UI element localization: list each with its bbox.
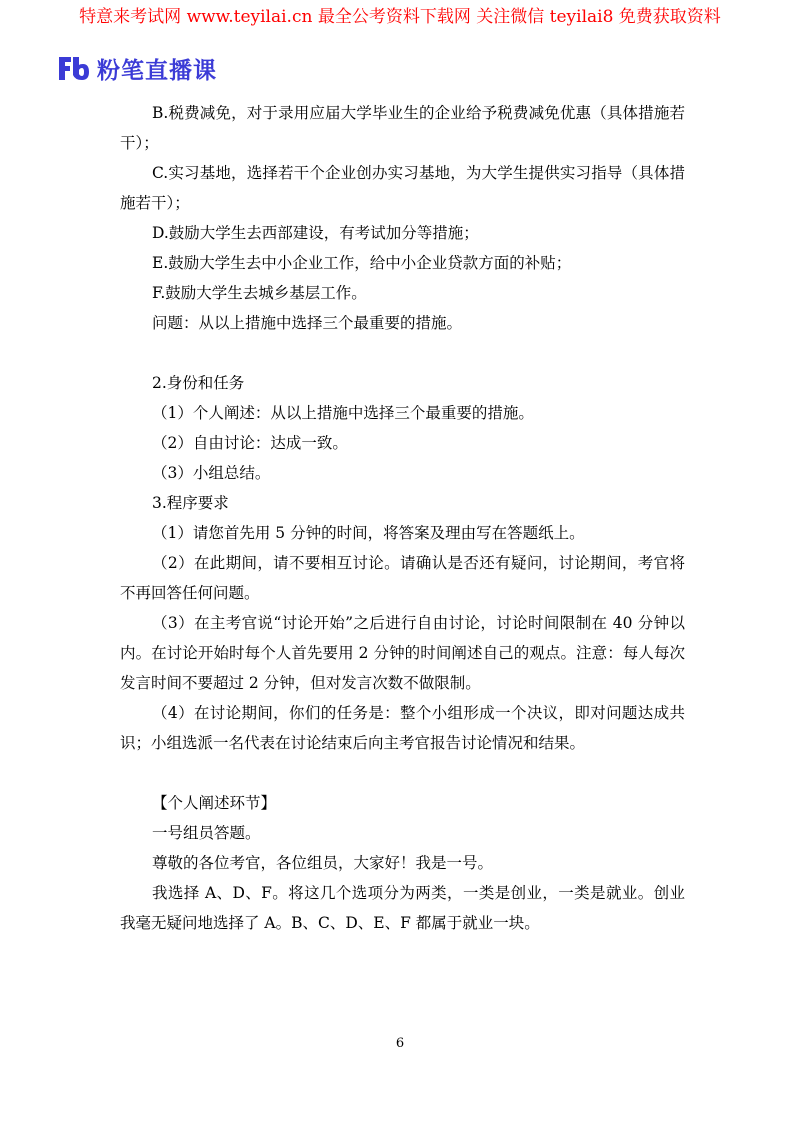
paragraph-option-c: C.实习基地，选择若干个企业创办实习基地，为大学生提供实习指导（具体措施若干）； <box>120 164 685 212</box>
logo-text: 粉笔直播课 <box>97 57 217 84</box>
paragraph-option-d: D.鼓励大学生去西部建设，有考试加分等措施； <box>152 224 479 242</box>
paragraph-identity-2: （2）自由讨论：达成一致。 <box>152 434 348 452</box>
paragraph-question: 问题：从以上措施中选择三个最重要的措施。 <box>152 314 463 332</box>
fenbi-logo <box>57 52 217 84</box>
paragraph-option-e: E.鼓励大学生去中小企业工作，给中小企业贷款方面的补贴； <box>152 254 572 272</box>
paragraph-member-one: 一号组员答题。 <box>152 824 261 842</box>
paragraph-procedure-2: （2）在此期间，请不要相互讨论。请确认是否还有疑问，讨论期间，考官将不再回答任何问题。 <box>120 554 685 602</box>
paragraph-identity-1: （1）个人阐述：从以上措施中选择三个最重要的措施。 <box>152 404 534 422</box>
page-number: 6 <box>395 1036 405 1051</box>
document-body <box>120 98 685 938</box>
paragraph-option-b: B.税费减免，对于录用应届大学毕业生的企业给予税费减免优惠（具体措施若干）； <box>120 104 685 152</box>
section-heading-identity: 2.身份和任务 <box>152 374 245 392</box>
watermark-banner: 特意来考试网 www.teyilai.cn 最全公考资料下载网 关注微信 teyilai8 免费获取资料 <box>79 7 721 27</box>
section-heading-procedure: 3.程序要求 <box>152 494 229 512</box>
paragraph-procedure-3: （3）在主考官说“讨论开始”之后进行自由讨论，讨论时间限制在 40 分钟以内。在讨论开始时每个人首先要用 2 分钟的时间阐述自己的观点。注意：每人每次发言时间不要超过 2 分钟，但对发言次数不做限制。 <box>120 614 685 692</box>
paragraph-identity-3: （3）小组总结。 <box>152 464 271 482</box>
paragraph-answer: 我选择 A、D、F。将这几个选项分为两类，一类是创业，一类是就业。创业我毫无疑问地选择了 A。B、C、D、E、F 都属于就业一块。 <box>120 884 685 932</box>
paragraph-procedure-4: （4）在讨论期间，你们的任务是：整个小组形成一个决议，即对问题达成共识；小组选派一名代表在讨论结束后向主考官报告讨论情况和结果。 <box>120 704 685 752</box>
section-heading-individual: 【个人阐述环节】 <box>152 794 277 812</box>
paragraph-greeting: 尊敬的各位考官，各位组员，大家好！我是一号。 <box>152 854 494 872</box>
paragraph-procedure-1: （1）请您首先用 5 分钟的时间，将答案及理由写在答题纸上。 <box>152 524 585 542</box>
paragraph-option-f: F.鼓励大学生去城乡基层工作。 <box>152 284 367 302</box>
fenbi-logo-icon <box>57 53 91 83</box>
